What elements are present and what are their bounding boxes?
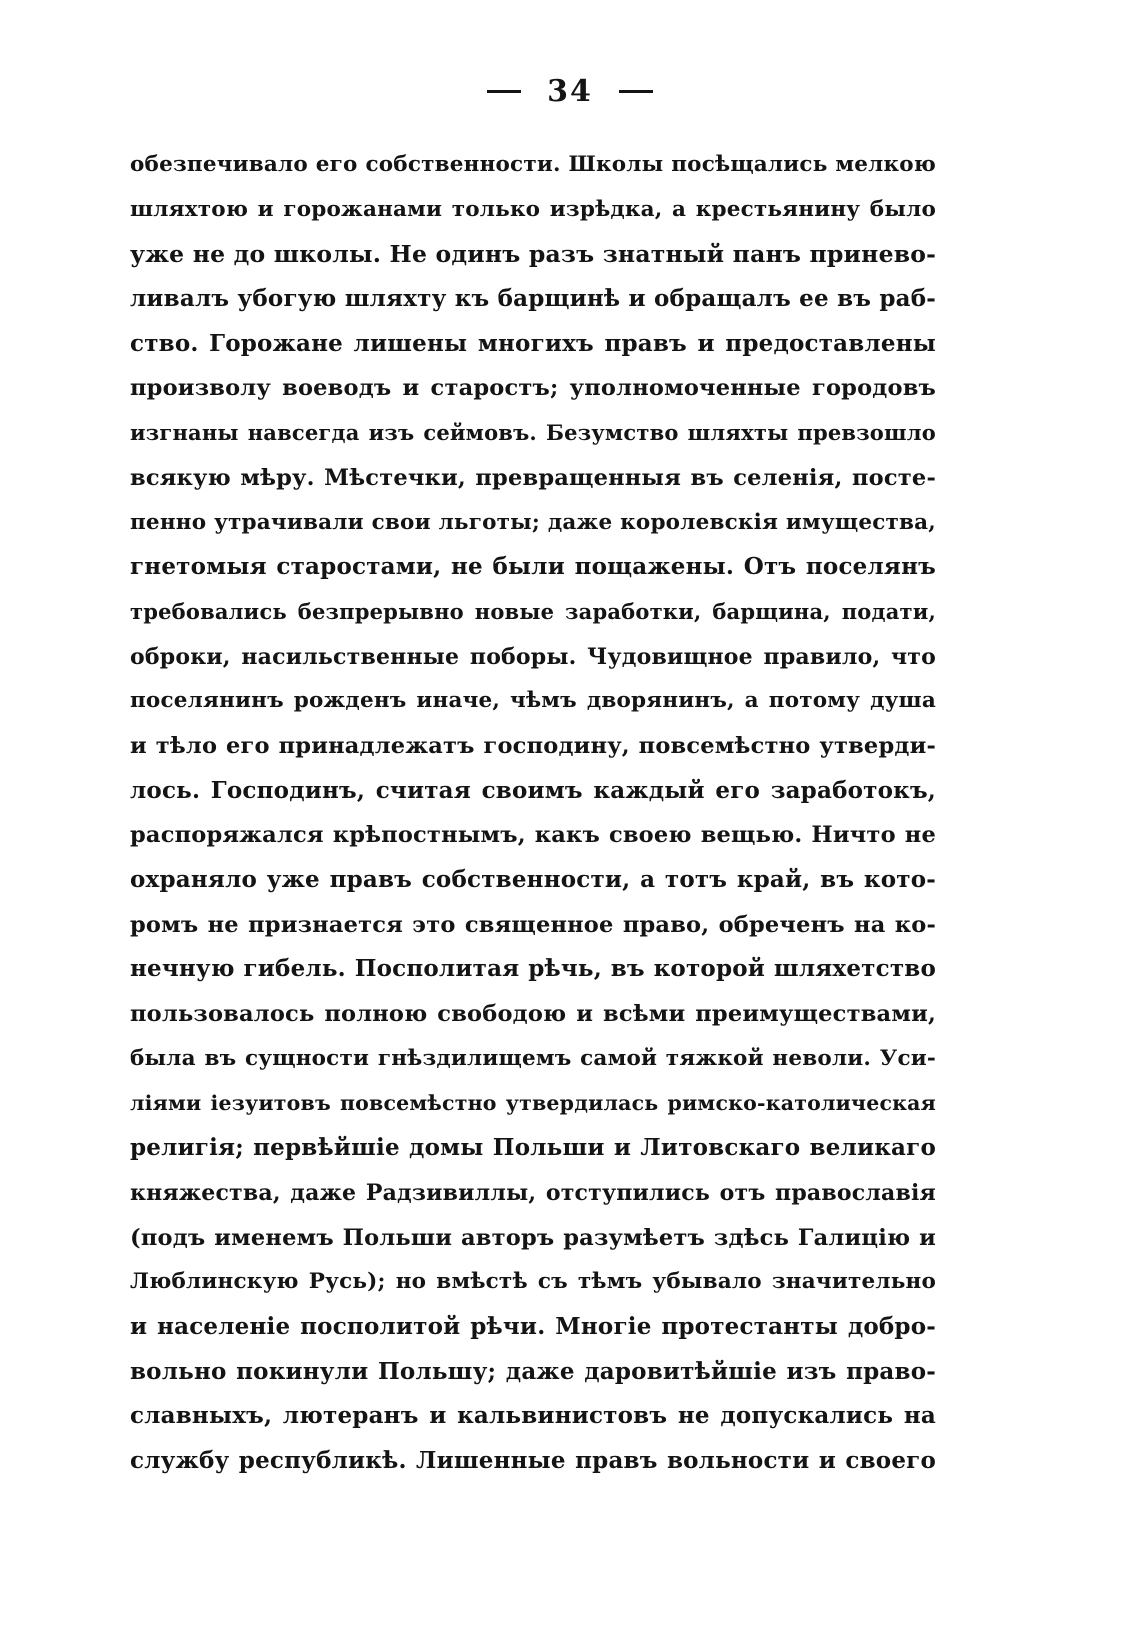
text-line: ливалъ убогую шляхту къ барщинѣ и обращалъ ее въ раб- (130, 285, 936, 313)
text-line: пользовалось полною свободою и всѣми преимуществами, (130, 1001, 936, 1028)
text-line: изгнаны навсегда изъ сеймовъ. Безумство шляхты превзошло (130, 420, 936, 446)
text-line: ліями іезуитовъ повсемѣстно утвердилась римско-католическая (130, 1091, 936, 1116)
text-line: пенно утрачивали свои льготы; даже королевскія имущества, (130, 509, 936, 535)
text-line: (подъ именемъ Польши авторъ разумѣетъ здѣсь Галицію и (130, 1224, 936, 1251)
header-dash-right (619, 90, 653, 93)
text-line: Люблинскую Русь); но вмѣстѣ съ тѣмъ убывало значительно (130, 1269, 936, 1295)
text-line: ство. Горожане лишены многихъ правъ и предоставлены (130, 329, 936, 357)
text-line: и населеніе посполитой рѣчи. Многіе протестанты добро- (130, 1312, 936, 1340)
text-line: княжества, даже Радзивиллы, отступились отъ православія (130, 1179, 936, 1206)
text-line: требовались безпрерывно новые заработки, барщина, подати, (130, 598, 936, 624)
body-text (130, 143, 936, 1484)
text-line: поселянинъ рожденъ иначе, чѣмъ дворянинъ, а потому душа (130, 688, 936, 714)
page-header (0, 72, 1140, 109)
text-line: нечную гибель. Посполитая рѣчь, въ которой шляхетство (130, 955, 936, 983)
text-line: всякую мѣру. Мѣстечки, превращенныя въ селенія, посте- (130, 464, 936, 491)
text-line: обезпечивало его собственности. Школы посѣщались мелкою (130, 152, 936, 177)
text-line: и тѣло его принадлежатъ господину, повсемѣстно утверди- (130, 732, 936, 759)
header-dash-left (487, 90, 521, 93)
text-line: оброки, насильственные поборы. Чудовищное правило, что (130, 643, 936, 670)
text-line: распоряжался крѣпостнымъ, какъ своею вещью. Ничто не (130, 822, 936, 849)
text-line: была въ сущности гнѣздилищемъ самой тяжкой неволи. Уси- (130, 1045, 936, 1071)
text-line: службу республикѣ. Лишенные правъ вольности и своего (130, 1446, 936, 1474)
text-line: шляхтою и горожанами только изрѣдка, а крестьянину было (130, 196, 936, 222)
page-number: 34 (547, 73, 593, 109)
text-line: гнетомыя старостами, не были пощажены. Отъ поселянъ (130, 553, 936, 581)
text-line: уже не до школы. Не одинъ разъ знатный панъ принево- (130, 240, 937, 269)
text-line: охраняло уже правъ собственности, а тотъ край, въ кото- (130, 866, 936, 893)
text-line: славныхъ, лютеранъ и кальвинистовъ не допускались на (130, 1402, 936, 1430)
text-line: религія; первѣйшіе домы Польши и Литовскаго великаго (130, 1134, 936, 1162)
text-line: произволу воеводъ и старостъ; уполномоченные городовъ (130, 375, 936, 402)
text-line: ромъ не признается это священное право, обреченъ на ко- (130, 911, 936, 938)
text-line: лось. Господинъ, считая своимъ каждый его заработокъ, (130, 776, 936, 804)
text-line: вольно покинули Польшу; даже даровитѣйшіе изъ право- (130, 1357, 936, 1385)
